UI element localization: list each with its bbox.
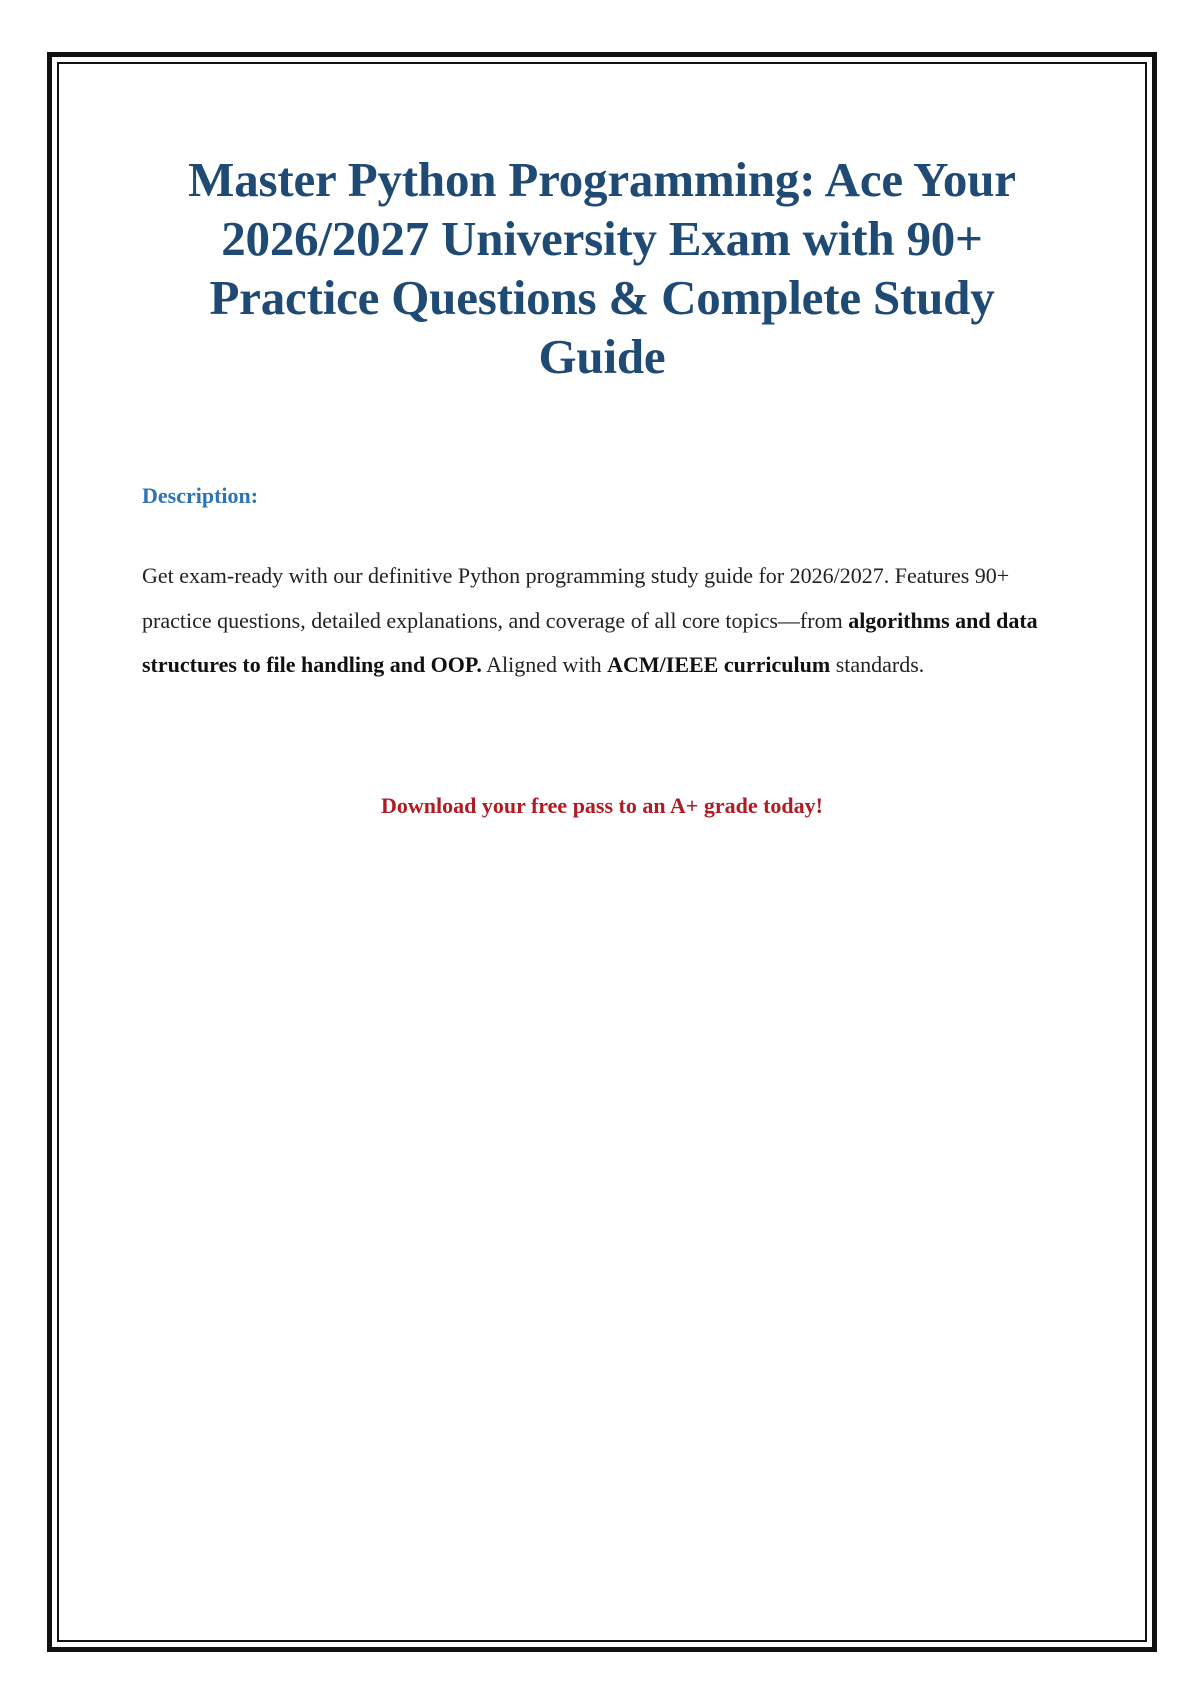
call-to-action: Download your free pass to an A+ grade today!: [381, 792, 823, 818]
description-text-3: standards.: [830, 652, 925, 677]
description-bold-topics: algorithms and data structures to file handling and OOP.: [142, 607, 1038, 677]
description-text-1: Get exam-ready with our definitive Python programming study guide for 2026/2027. Features 90+ practice questions, detailed explanations, and coverage of all core topics—from: [142, 563, 1010, 633]
document-title: Master Python Programming: Ace Your 2026/2027 University Exam with 90+ Practice Questions & Complete Study Guide: [188, 152, 1016, 384]
description-bold-curriculum: ACM/IEEE curriculum: [607, 652, 831, 677]
description-text-2: Aligned with: [481, 652, 608, 677]
description-paragraph: [142, 554, 1062, 688]
description-label: Description:: [142, 483, 259, 508]
document-content: [142, 150, 1062, 820]
